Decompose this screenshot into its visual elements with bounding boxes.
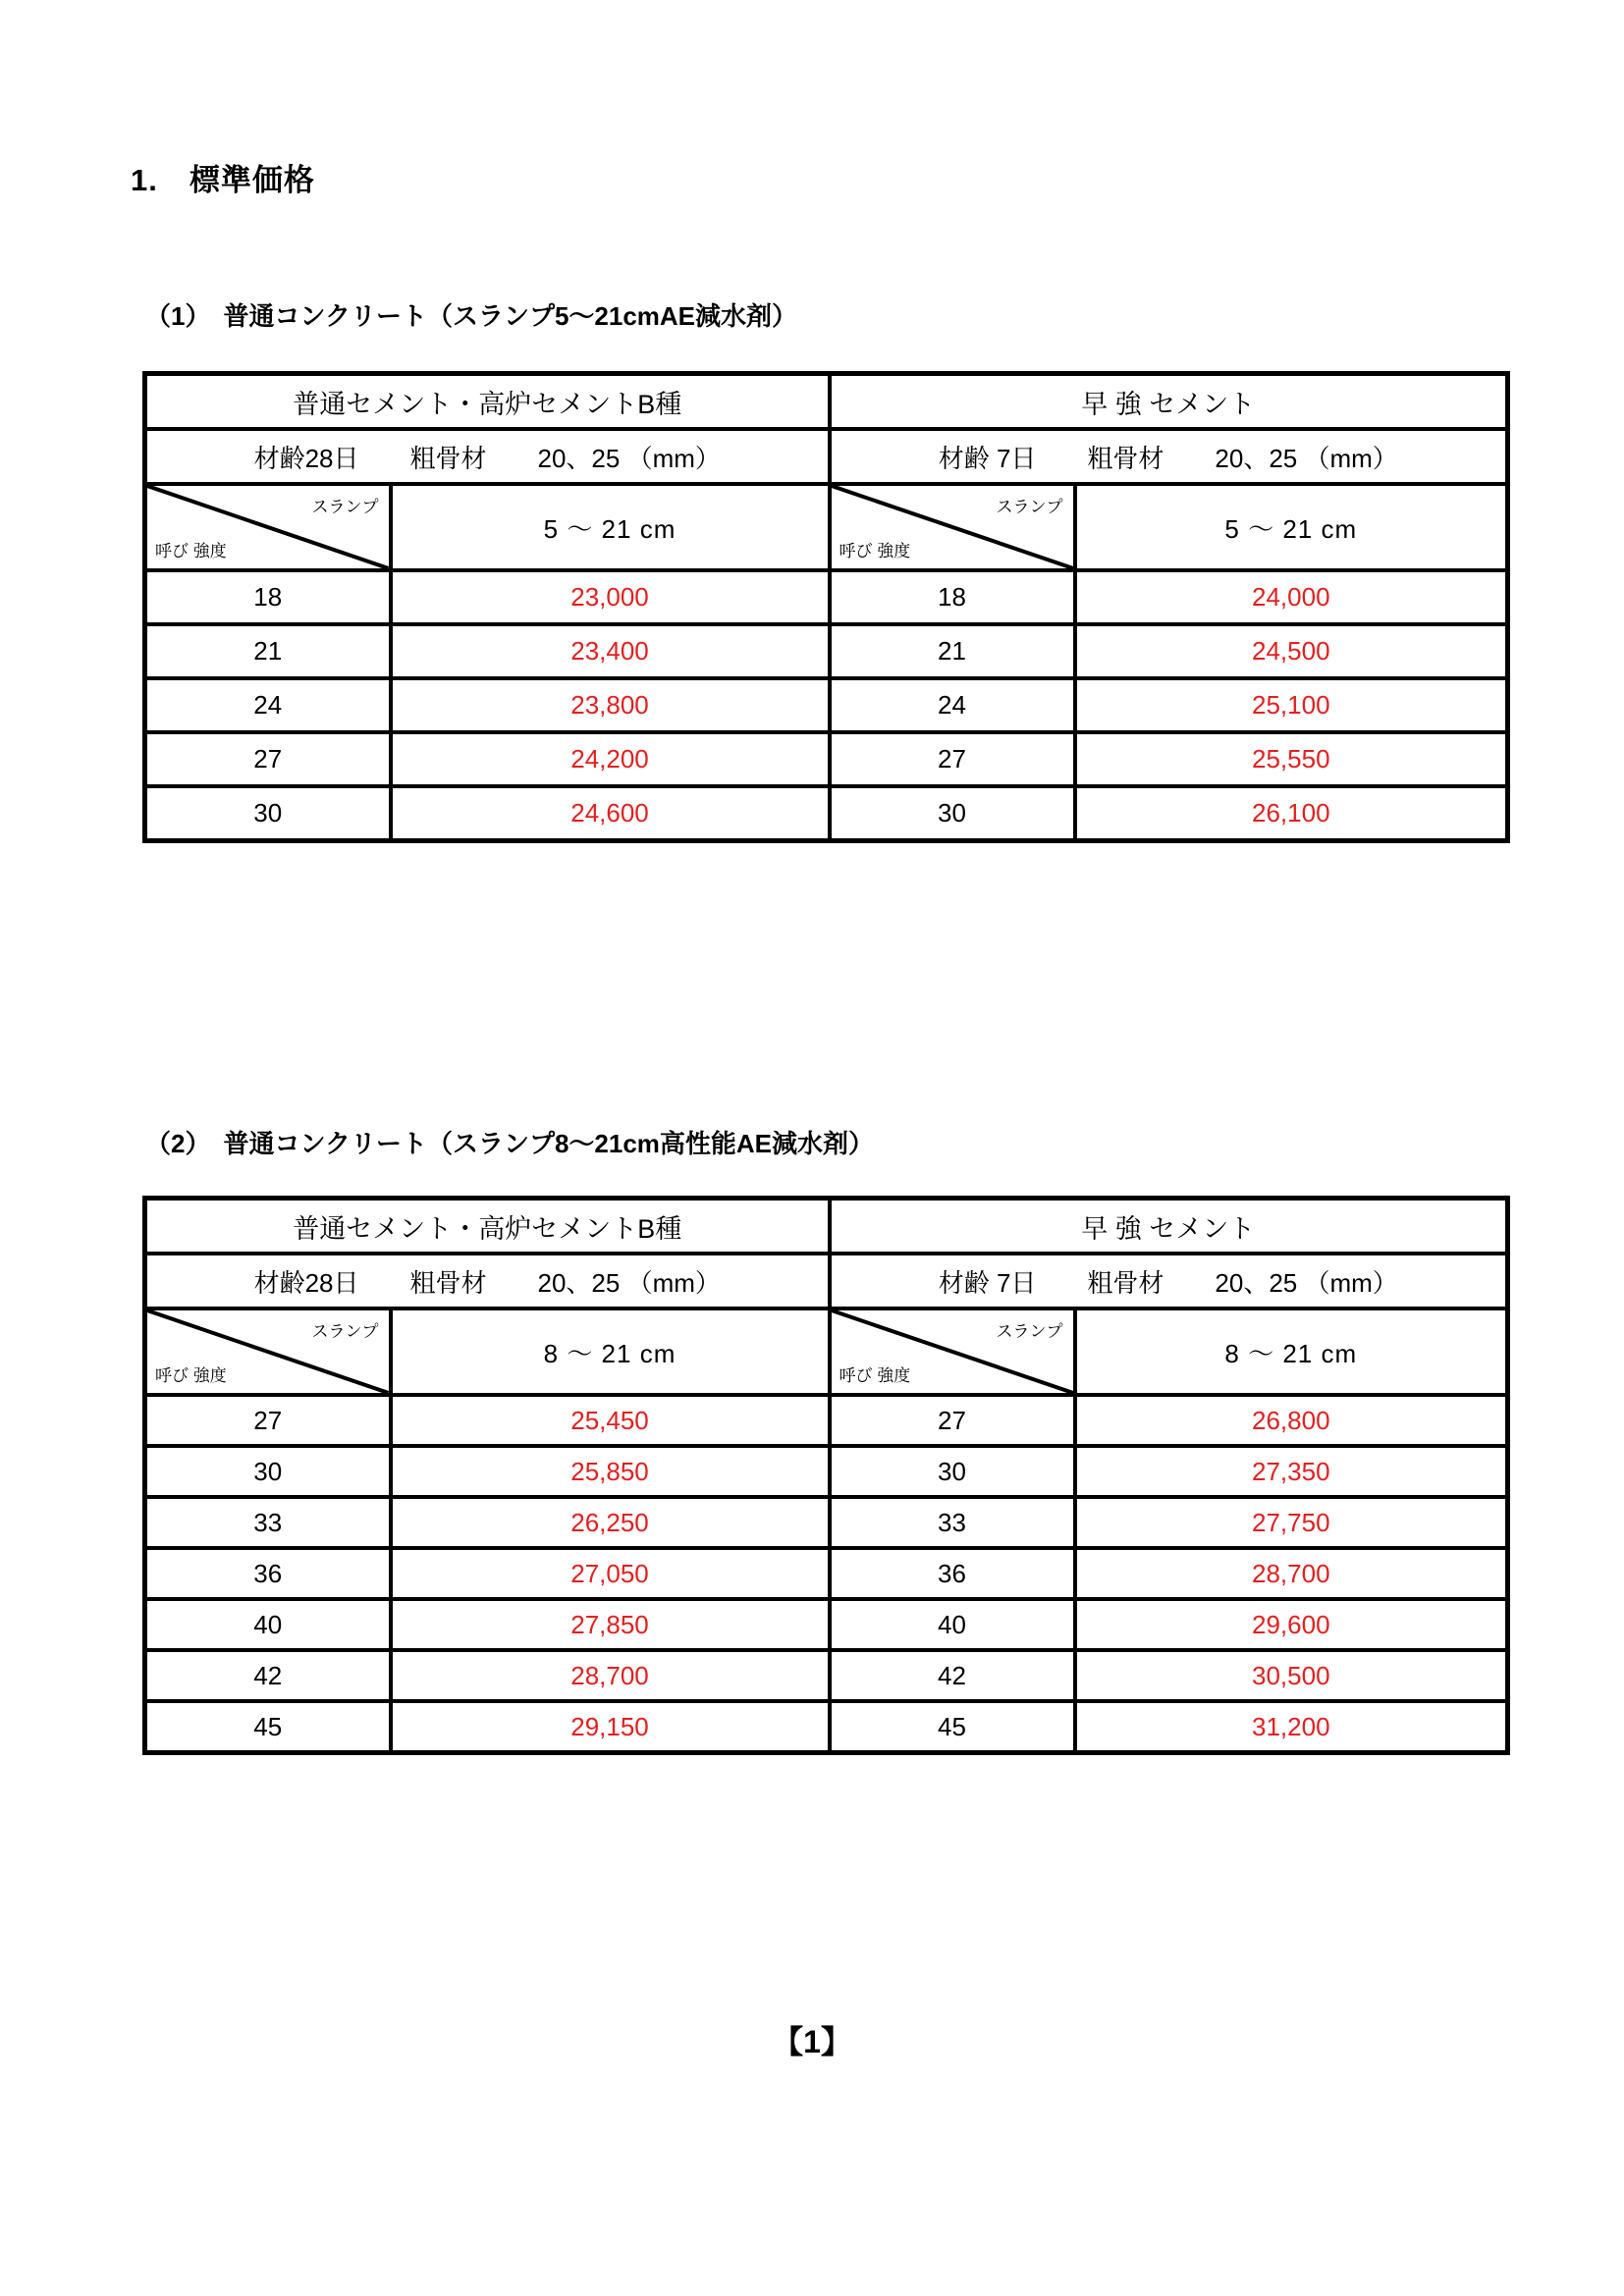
strength-cell: 33 [145, 1497, 391, 1548]
nominal-strength-label: 呼び 強度 [155, 1366, 227, 1385]
strength-cell: 30 [830, 786, 1075, 841]
right-age-aggregate-header: 材齢 7日 粗骨材 20、25 （mm） [830, 429, 1508, 484]
diagonal-header-cell [830, 1308, 1075, 1395]
strength-cell: 42 [145, 1650, 391, 1701]
price-cell: 24,600 [391, 786, 830, 841]
table-row [145, 786, 1508, 841]
strength-cell: 45 [830, 1701, 1075, 1753]
diagonal-header-cell [145, 484, 391, 570]
strength-cell: 24 [830, 678, 1075, 732]
price-cell: 31,200 [1075, 1701, 1508, 1753]
right-cement-type-header: 早 強 セメント [830, 1199, 1508, 1255]
cement-type-header-row [145, 374, 1508, 430]
strength-cell: 18 [145, 570, 391, 624]
strength-cell: 27 [145, 732, 391, 786]
table-row [145, 1548, 1508, 1599]
price-cell: 26,800 [1075, 1395, 1508, 1446]
right-age-aggregate-header: 材齢 7日 粗骨材 20、25 （mm） [830, 1254, 1508, 1308]
price-cell: 27,350 [1075, 1446, 1508, 1497]
table-row [145, 1599, 1508, 1650]
slump-header-row [145, 484, 1508, 570]
diagonal-header-cell [830, 484, 1075, 570]
table-row [145, 1650, 1508, 1701]
left-age-aggregate-header: 材齢28日 粗骨材 20、25 （mm） [145, 1254, 830, 1308]
price-cell: 28,700 [1075, 1548, 1508, 1599]
slump-label: スランプ [996, 498, 1063, 516]
strength-cell: 18 [830, 570, 1075, 624]
table-row [145, 624, 1508, 678]
table-row [145, 1395, 1508, 1446]
price-cell: 23,000 [391, 570, 830, 624]
table-row [145, 1497, 1508, 1548]
age-aggregate-header-row [145, 429, 1508, 484]
section-2-heading: （2） 普通コンクリート（スランプ8～21cm高性能AE減水剤） [145, 1129, 875, 1158]
strength-cell: 36 [145, 1548, 391, 1599]
right-cement-type-header: 早 強 セメント [830, 374, 1508, 430]
age-aggregate-header-row [145, 1254, 1508, 1308]
price-cell: 24,200 [391, 732, 830, 786]
table-row [145, 678, 1508, 732]
price-cell: 29,150 [391, 1701, 830, 1753]
price-cell: 23,800 [391, 678, 830, 732]
slump-label: スランプ [311, 1322, 379, 1341]
price-cell: 28,700 [391, 1650, 830, 1701]
strength-cell: 33 [830, 1497, 1075, 1548]
price-cell: 25,850 [391, 1446, 830, 1497]
cement-type-header-row [145, 1199, 1508, 1255]
price-cell: 27,850 [391, 1599, 830, 1650]
price-cell: 25,100 [1075, 678, 1508, 732]
table-row [145, 1701, 1508, 1753]
slump-label: スランプ [311, 498, 379, 516]
price-cell: 26,100 [1075, 786, 1508, 841]
slump-label: スランプ [996, 1322, 1063, 1341]
strength-cell: 21 [830, 624, 1075, 678]
page-title: 1. 標準価格 [131, 163, 315, 197]
strength-cell: 30 [830, 1446, 1075, 1497]
price-cell: 27,050 [391, 1548, 830, 1599]
strength-cell: 45 [145, 1701, 391, 1753]
section-1-heading: （1） 普通コンクリート（スランプ5～21cmAE減水剤） [145, 301, 798, 331]
price-cell: 25,450 [391, 1395, 830, 1446]
table-row [145, 570, 1508, 624]
diagonal-header-cell [145, 1308, 391, 1395]
strength-cell: 27 [830, 732, 1075, 786]
nominal-strength-label: 呼び 強度 [839, 542, 911, 561]
strength-cell: 40 [145, 1599, 391, 1650]
price-table-1 [142, 371, 1510, 843]
strength-cell: 36 [830, 1548, 1075, 1599]
strength-cell: 30 [145, 786, 391, 841]
page-number: 【1】 [772, 2024, 852, 2059]
strength-cell: 24 [145, 678, 391, 732]
left-slump-range: 5 ～ 21 cm [391, 484, 830, 570]
price-cell: 30,500 [1075, 1650, 1508, 1701]
left-cement-type-header: 普通セメント・高炉セメントB種 [145, 374, 830, 430]
strength-cell: 42 [830, 1650, 1075, 1701]
right-slump-range: 8 ～ 21 cm [1075, 1308, 1508, 1395]
price-cell: 27,750 [1075, 1497, 1508, 1548]
price-cell: 26,250 [391, 1497, 830, 1548]
right-slump-range: 5 ～ 21 cm [1075, 484, 1508, 570]
price-cell: 24,000 [1075, 570, 1508, 624]
table-row [145, 1446, 1508, 1497]
price-cell: 24,500 [1075, 624, 1508, 678]
strength-cell: 27 [145, 1395, 391, 1446]
nominal-strength-label: 呼び 強度 [839, 1366, 911, 1385]
strength-cell: 30 [145, 1446, 391, 1497]
left-age-aggregate-header: 材齢28日 粗骨材 20、25 （mm） [145, 429, 830, 484]
price-cell: 29,600 [1075, 1599, 1508, 1650]
strength-cell: 40 [830, 1599, 1075, 1650]
strength-cell: 27 [830, 1395, 1075, 1446]
nominal-strength-label: 呼び 強度 [155, 542, 227, 561]
table-row [145, 732, 1508, 786]
slump-header-row [145, 1308, 1508, 1395]
price-cell: 23,400 [391, 624, 830, 678]
left-cement-type-header: 普通セメント・高炉セメントB種 [145, 1199, 830, 1255]
price-table-2 [142, 1196, 1510, 1755]
strength-cell: 21 [145, 624, 391, 678]
left-slump-range: 8 ～ 21 cm [391, 1308, 830, 1395]
price-cell: 25,550 [1075, 732, 1508, 786]
